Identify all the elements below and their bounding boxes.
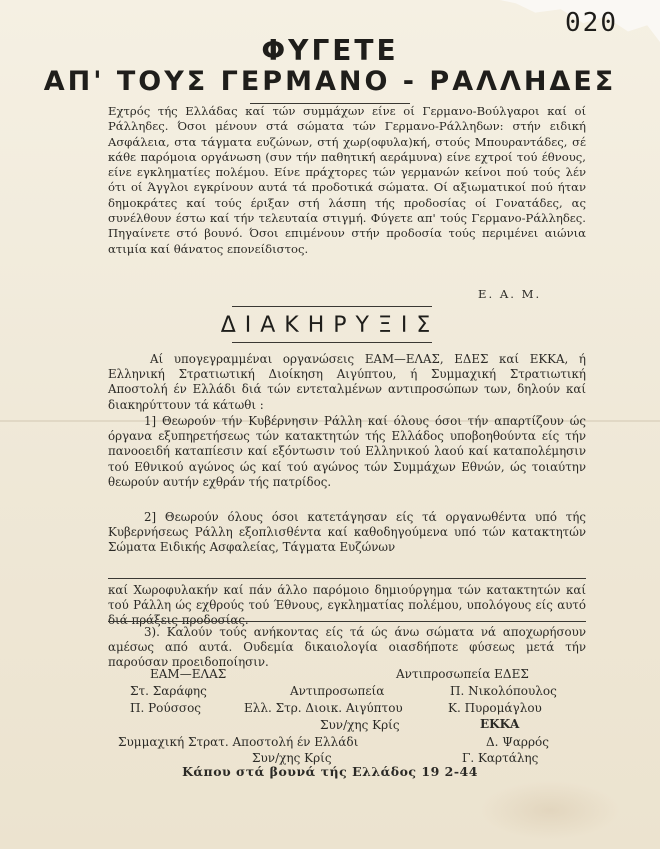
signature-antiprosopeia: Αντιπροσωπεία (290, 684, 385, 698)
title-line-2: ΑΠ' ΤΟΥΣ ΓΕΡΜΑΝΟ - ΡΑΛΛΗΔΕΣ (43, 66, 617, 97)
signature-nikolopoulos: Π. Νικολόπουλος (450, 684, 557, 698)
signature-psarros: Δ. Ψαρρός (486, 735, 549, 749)
declaration-title: ΔΙΑΚΗΡΥΞΙΣ (220, 313, 440, 338)
signature-kartalis: Γ. Καρτάλης (462, 751, 539, 765)
signature-eam-elas: ΕΑΜ—ΕΛΑΣ (150, 667, 227, 681)
signature-ell-str: Ελλ. Στρ. Διοικ. Αιγύπτου (244, 701, 403, 715)
divider-top (232, 306, 432, 307)
intro-paragraph: Εχτρός τής Ελλάδας καί τών συμμάχων είνε οί Γερμανο-Βούλγαροι καί οί Ράλληδες. Όσοι μένουν στά σώματα τών Γερμανο-Ράλληδων: στήν ειδική Ασφάλεια, στα τάγματα ευζώνων, στή χωρ(οφυλα)κή, στούς Μπουραντάδες, σέ κάθε παρόμοια οργάνωση (συν τήν παθητική αεράμυνα) είνε εχτροί τού έθνους, είνε εγκληματίες πολέμου. Είνε πράχτορες τών γερμανών κείνοι πού τούς λέν ότι οί Άγγλοι εγκρίνουν αυτά τά προδοτικά σώματα. Οί αξιωματικοί πού ήταν δημοκράτες καί τούς έριξαν στή λάσπη τής προδοσίας οί Γονατάδες, ας συνέλθουν έστω καί τήν τελευταία στιγμή. Φύγετε απ' τούς Γερμανο-Ράλληδες. Πηγαίνετε στό βουνό. Όσοι επιμένουν στήν προδοσία τούς περιμένει αιώνια ατιμία καί θάνατος επονείδιστος. (108, 104, 586, 256)
signature-roussos: Π. Ρούσσος (130, 701, 202, 715)
signature-ekka: ΕΚΚΑ (480, 717, 520, 731)
signature-symmachiki: Συμμαχική Στρατ. Αποστολή έν Ελλάδι (118, 735, 359, 749)
paper-stain (480, 780, 620, 840)
divider-bottom (232, 342, 432, 343)
signature-pyromaglou: Κ. Πυρομάγλου (448, 701, 542, 715)
declaration-intro: Αί υπογεγραμμέναι οργανώσεις ΕΑΜ—ΕΛΑΣ, ΕΔΕΣ καί ΕΚΚΑ, ή Ελληνική Στρατιωτική Διοίκηση Αιγύπτου, ή Συμμαχική Στρατιωτική Αποστολή έν Ελλάδι διά τών εντεταλμένων αντιπροσώπων των, δηλούν καί διακηρύττουν τά κάτωθι : (108, 352, 586, 412)
declaration-point-2-continued: καί Χωροφυλακήν καί πάν άλλο παρόμοιο δημιούργημα τών κατακτητών καί τού Ράλλη ώς εχθρούς τού Έθνους, εγκληματίας πολέμου, υπολόγους είς αυτό διά πράξεις προδοσίας. (108, 583, 586, 628)
declaration-point-1: 1] Θεωρούν τήν Κυβέρνησιν Ράλλη καί όλους όσοι τήν απαρτίζουν ώς όργανα εξυπηρετήσεως τών κατακτητών τής Ελλάδος υποβοηθούντα είς τήν πανοοειδή καταπίεσιν καί εξόντωσιν τού Ελληνικού λαού καί καταπολέμησιν τού Εθνικού αγώνος ώς καί τού αγώνος τών Συμμάχων Εθνών, ώς τοιαύτην θεωρούν αυτήν εχθράν τής πατρίδος. (108, 414, 586, 489)
title-line-1: ΦΥΓΕΤΕ (261, 34, 399, 67)
point-2-bottom-rule (108, 621, 586, 622)
signature-edes-rep: Αντιπροσωπεία ΕΔΕΣ (396, 667, 529, 681)
signature-sarafis: Στ. Σαράφης (130, 684, 207, 698)
footer-place-date: Κάπου στά βουνά τής Ελλάδος 19 2-44 (182, 764, 478, 779)
signature-syn-kris-1: Συν/χης Κρίς (320, 718, 400, 732)
declaration-point-2: 2] Θεωρούν όλους όσοι κατετάγησαν είς τά οργανωθέντα υπό τής Κυβερνήσεως Ράλλη εξοπλισθέντα καί καθοδηγούμενα υπό τών κατακτητών Σώματα Ειδικής Ασφαλείας, Τάγματα Ευζώνων (108, 510, 586, 555)
declaration-point-3: 3). Καλούν τούς ανήκοντας είς τά ώς άνω σώματα νά αποχωρήσουν αμέσως από αυτά. Ουδεμία δικαιολογία οιασδήποτε φύσεως μετά τήν παρούσαν προειδοποίησιν. (108, 625, 586, 670)
intro-signature: Ε. Α. Μ. (478, 287, 542, 301)
signature-syn-kris-2: Συν/χης Κρίς (252, 751, 332, 765)
point-2-top-rule (108, 578, 586, 579)
document-number: 020 (565, 8, 618, 38)
